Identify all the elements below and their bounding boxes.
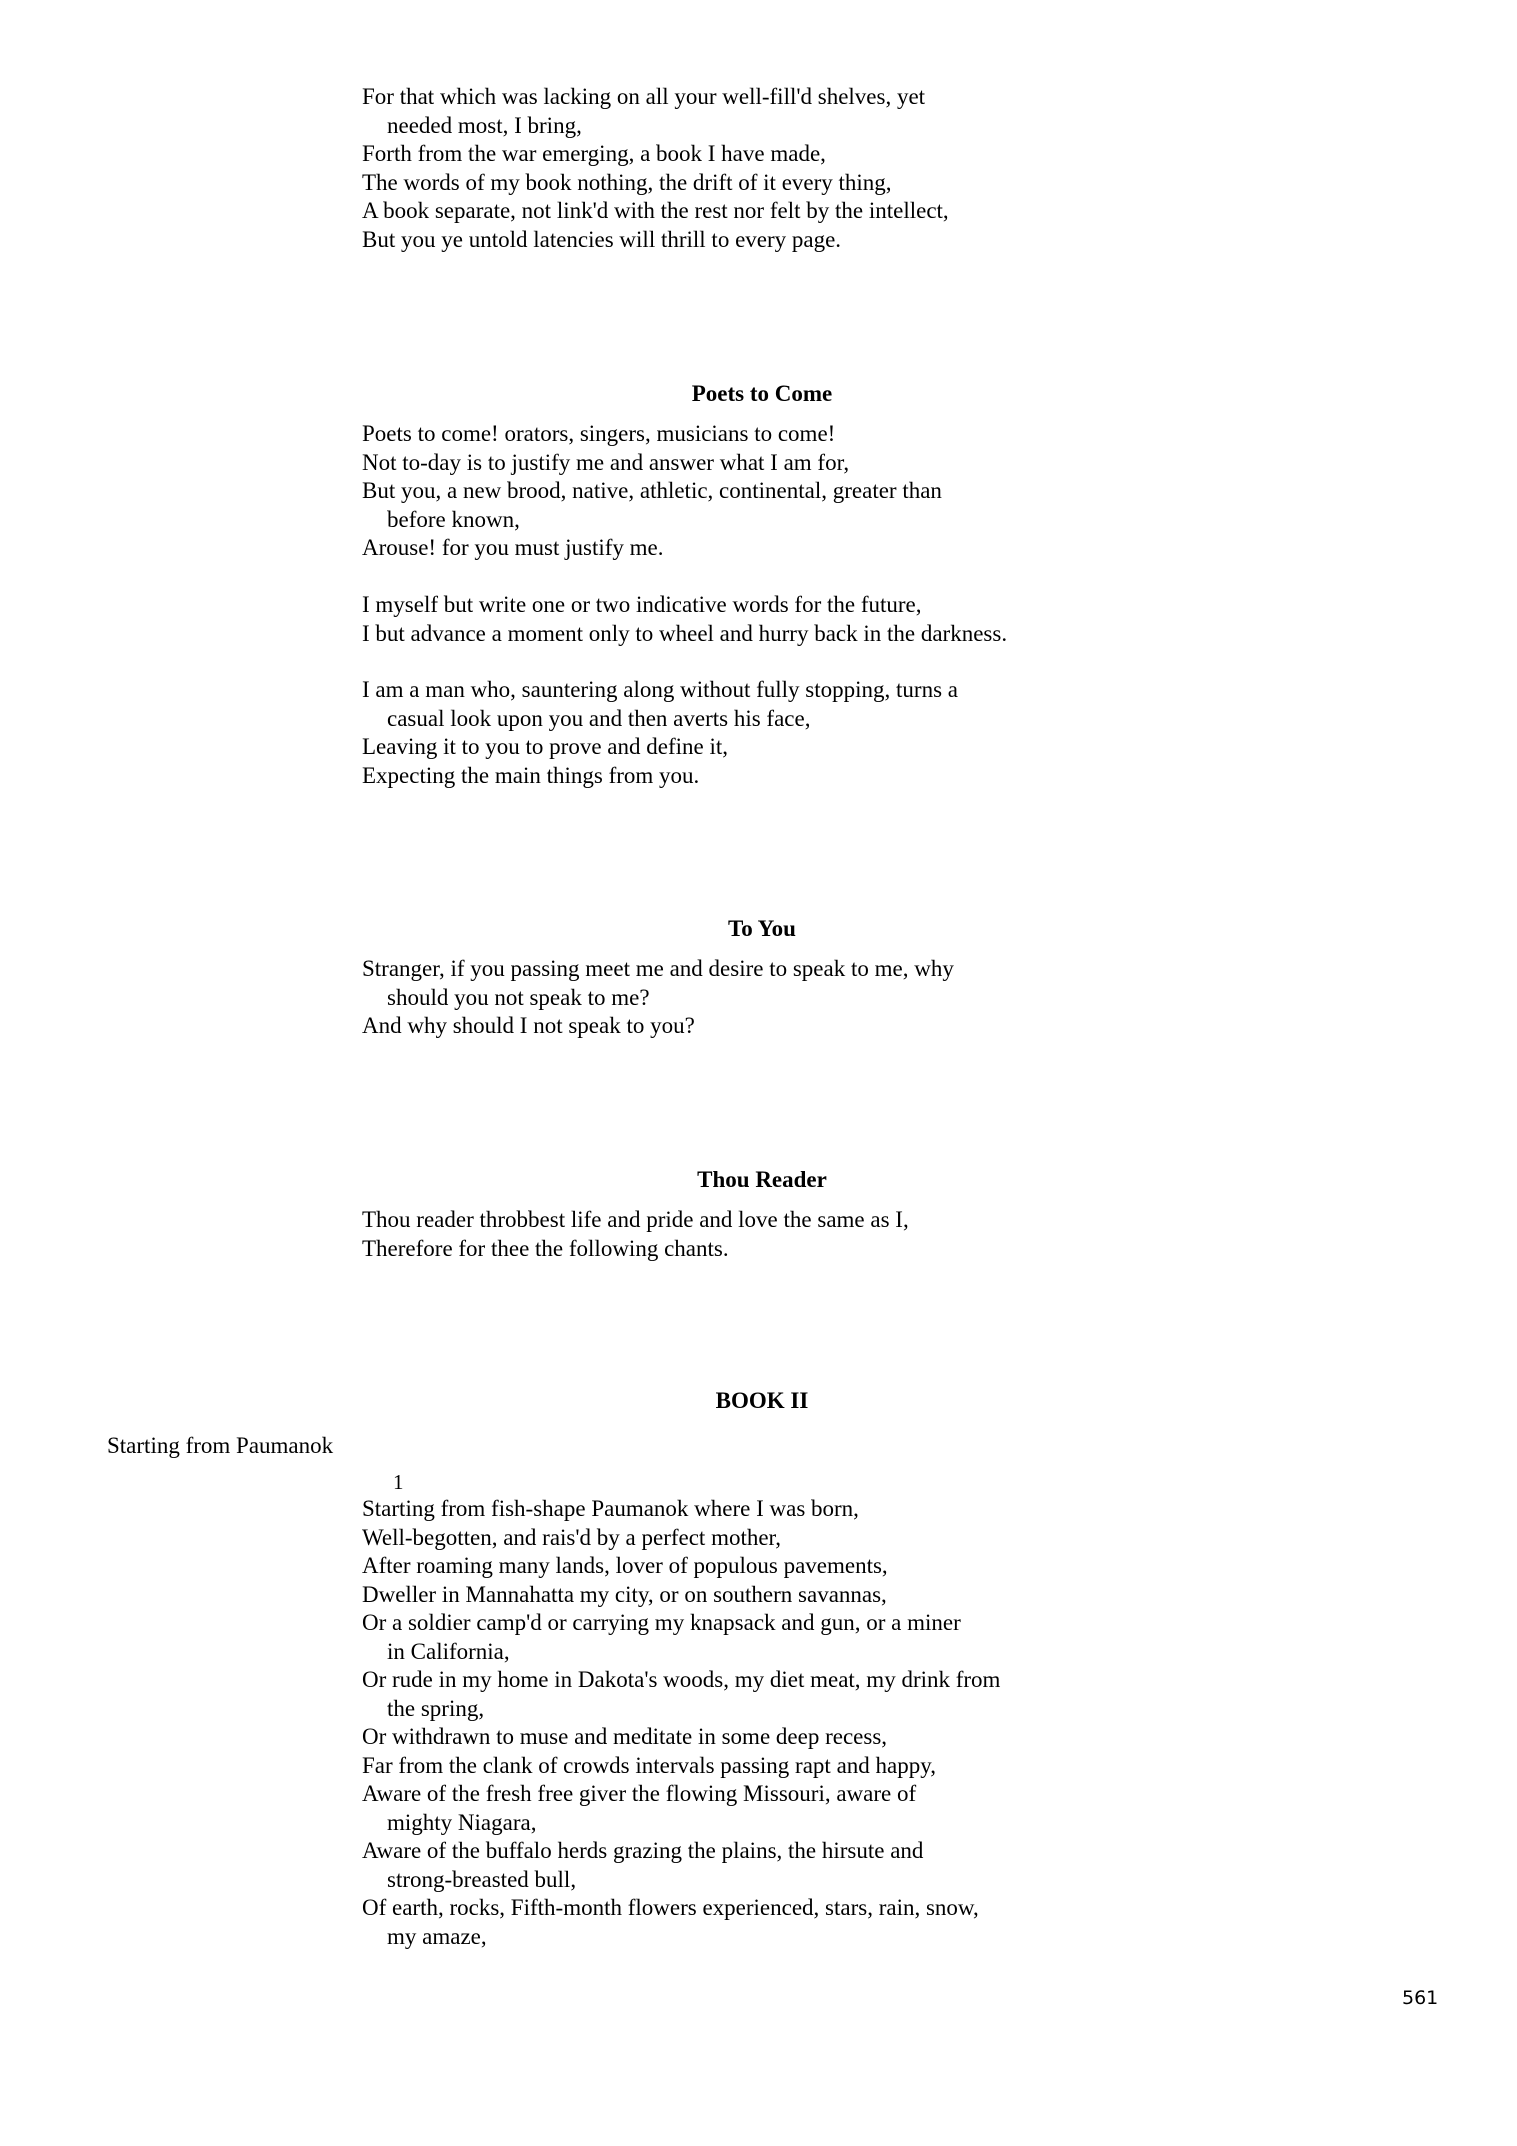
poem-line-continuation: casual look upon you and then averts his face,	[387, 705, 811, 731]
poem-line: And why should I not speak to you?	[362, 1013, 695, 1038]
poem-line: After roaming many lands, lover of populous pavements,	[362, 1553, 888, 1578]
poem-title-thou-reader: Thou Reader	[697, 1167, 827, 1192]
poem-line: Aware of the fresh free giver the flowing Missouri, aware of	[362, 1781, 917, 1806]
poets-to-come-stanza-3	[362, 676, 1182, 790]
poem-line-continuation: strong-breasted bull,	[387, 1866, 577, 1892]
poem-line: Leaving it to you to prove and define it,	[362, 734, 728, 759]
poem-line: Aware of the buffalo herds grazing the plains, the hirsute and	[362, 1838, 924, 1863]
poem-line-continuation: needed most, I bring,	[387, 112, 582, 138]
poem-line: A book separate, not link'd with the rest nor felt by the intellect,	[362, 198, 949, 223]
poem-line: I myself but write one or two indicative words for the future,	[362, 592, 922, 617]
poem-line: But you, a new brood, native, athletic, continental, greater than	[362, 478, 942, 503]
poem-line: I am a man who, sauntering along without fully stopping, turns a	[362, 677, 958, 702]
poem-line: I but advance a moment only to wheel and hurry back in the darkness.	[362, 620, 1008, 646]
section-number: 1	[393, 1470, 404, 1494]
starting-from-paumanok-stanza	[362, 1495, 1182, 1951]
poem-line-continuation: before known,	[387, 506, 520, 532]
poem-line-continuation: mighty Niagara,	[387, 1809, 537, 1835]
poem-line: Starting from fish-shape Paumanok where I was born,	[362, 1496, 859, 1521]
poem-line-continuation: in California,	[387, 1638, 510, 1664]
poem-line: Thou reader throbbest life and pride and love the same as I,	[362, 1207, 909, 1232]
book-title: BOOK II	[715, 1388, 809, 1413]
poem-line: The words of my book nothing, the drift of it every thing,	[362, 169, 892, 195]
poem-title-to-you: To You	[728, 916, 796, 941]
poem-line: Of earth, rocks, Fifth-month flowers experienced, stars, rain, snow,	[362, 1895, 979, 1920]
intro-stanza	[362, 83, 1182, 254]
poem-line: Dweller in Mannahatta my city, or on southern savannas,	[362, 1581, 887, 1607]
page-number: 561	[1402, 1987, 1439, 2009]
poem-title-poets-to-come: Poets to Come	[691, 381, 833, 406]
poem-line: Expecting the main things from you.	[362, 762, 700, 788]
poem-title-starting-from-paumanok: Starting from Paumanok	[107, 1433, 334, 1458]
poem-line: Or a soldier camp'd or carrying my knapsack and gun, or a miner	[362, 1610, 961, 1635]
to-you-stanza	[362, 955, 1182, 1041]
poem-line: Or withdrawn to muse and meditate in some deep recess,	[362, 1724, 888, 1749]
poem-line: Arouse! for you must justify me.	[362, 535, 664, 560]
poem-line: Therefore for thee the following chants.	[362, 1235, 729, 1261]
poets-to-come-stanza-2	[362, 591, 1182, 648]
poem-line: Forth from the war emerging, a book I have made,	[362, 141, 826, 166]
poem-line: Not to-day is to justify me and answer what I am for,	[362, 449, 850, 475]
poem-line: Well-begotten, and rais'd by a perfect mother,	[362, 1524, 782, 1550]
poets-to-come-stanza-1	[362, 420, 1182, 563]
poem-line: Stranger, if you passing meet me and desire to speak to me, why	[362, 956, 954, 981]
poem-line: But you ye untold latencies will thrill to every page.	[362, 226, 842, 252]
poem-line-continuation: my amaze,	[387, 1923, 487, 1949]
poem-line: For that which was lacking on all your well-fill'd shelves, yet	[362, 84, 926, 109]
thou-reader-stanza	[362, 1206, 1182, 1263]
poem-line: Far from the clank of crowds intervals passing rapt and happy,	[362, 1752, 936, 1778]
poem-line: Or rude in my home in Dakota's woods, my diet meat, my drink from	[362, 1667, 1001, 1692]
poem-line-continuation: the spring,	[387, 1695, 485, 1721]
poem-line-continuation: should you not speak to me?	[387, 984, 650, 1010]
poem-line: Poets to come! orators, singers, musicians to come!	[362, 421, 836, 446]
